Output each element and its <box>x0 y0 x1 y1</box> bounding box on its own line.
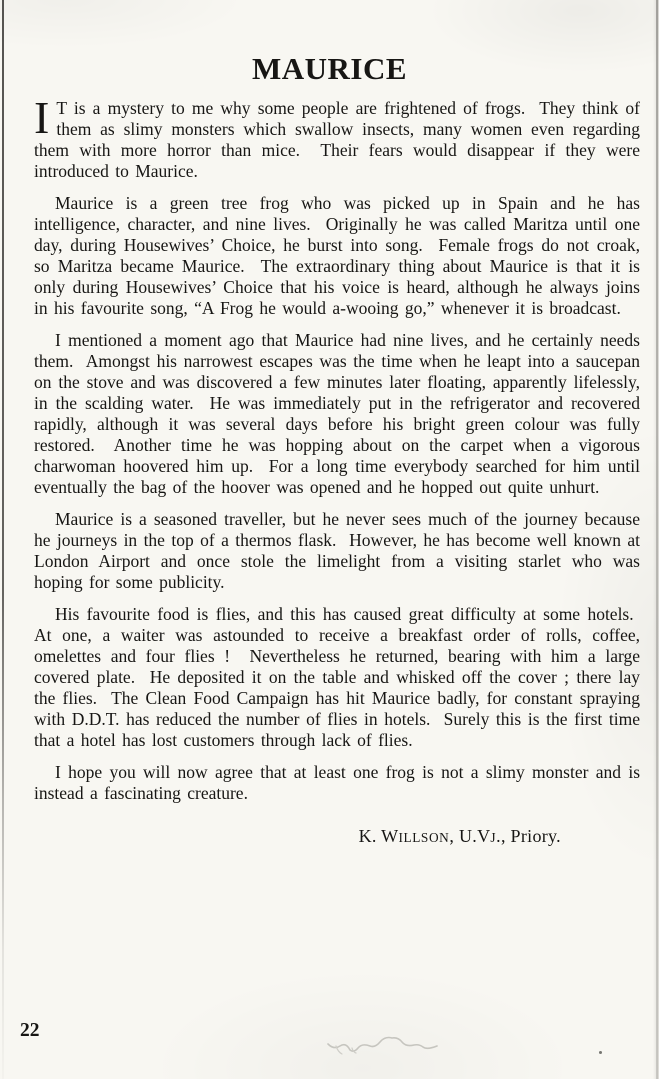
page-right-edge-line <box>656 0 658 1079</box>
paragraph-2: Maurice is a green tree frog who was picked up in Spain and he has intelligence, character, and nine lives. Originally he was called Maritza until one day, during Housewives’ Choice, he burst into song. Female frogs do not croak, so Maritza became Maurice. The extraordinary thing about Maurice is that it is only during Housewives’ Choice that his voice is heard, although he always joins in his favourite song, “A Frog he would a-wooing go,” whenever it is broadcast. <box>34 193 640 318</box>
signature-suffix: ., Priory. <box>496 826 561 846</box>
paragraph-6: I hope you will now agree that at least one frog is not a slimy monster and is instead a fascinating creature. <box>34 762 640 803</box>
paragraph-opening-text: T is a mystery to me why some people are frightened of frogs. They think of them as slimy monsters which swallow insects, many women even regarding them with more horror than mice. Their fears would disappear if they were introduced to Maurice. <box>34 98 640 181</box>
drop-cap: I <box>34 92 50 143</box>
signature-mid: , U.V <box>449 826 491 846</box>
paragraph-3: I mentioned a moment ago that Maurice had nine lives, and he certainly needs them. Amongst his narrowest escapes was the time when he leapt into a saucepan on the stove and was discovered a few minutes later floating, apparently lifelessly, in the scalding water. He was immediately put in the refrigerator and recovered rapidly, although it was several days before his bright green colour was fully restored. Another time he was hopping about on the carpet when a vigorous charwoman hoovered him up. For a long time everybody searched for him until eventually the bag of the hoover was opened and he hopped out quite unhurt. <box>34 330 640 497</box>
pencil-squiggle <box>300 1014 480 1059</box>
paragraph-opening <box>34 92 640 182</box>
author-signature <box>34 826 561 847</box>
page-number: 22 <box>20 1020 40 1041</box>
paragraph-5: His favourite food is flies, and this has caused great difficulty at some hotels. At one, a waiter was astounded to receive a breakfast order of rolls, coffee, omelettes and four flies ! Nevertheless he returned, bearing with him a large covered plate. He deposited it on the table and whisked off the cover ; there lay the flies. The Clean Food Campaign has hit Maurice badly, for constant spraying with D.D.T. has reduced the number of flies in hotels. Surely this is the first time that a hotel has lost customers through lack of flies. <box>34 604 640 750</box>
signature-prefix: K. W <box>358 826 399 846</box>
signature-form-smallcap: J <box>490 830 497 845</box>
article-title: MAURICE <box>251 51 408 86</box>
paragraph-4: Maurice is a seasoned traveller, but he never sees much of the journey because he journeys in the top of a thermos flask. However, he has become well known at London Airport and once stole the limelight from a visiting starlet who was hoping for some publicity. <box>34 509 640 592</box>
page-left-edge-line <box>2 0 4 1079</box>
ink-speck <box>599 1051 602 1054</box>
signature-surname-smallcaps: ILLSON <box>398 830 450 845</box>
